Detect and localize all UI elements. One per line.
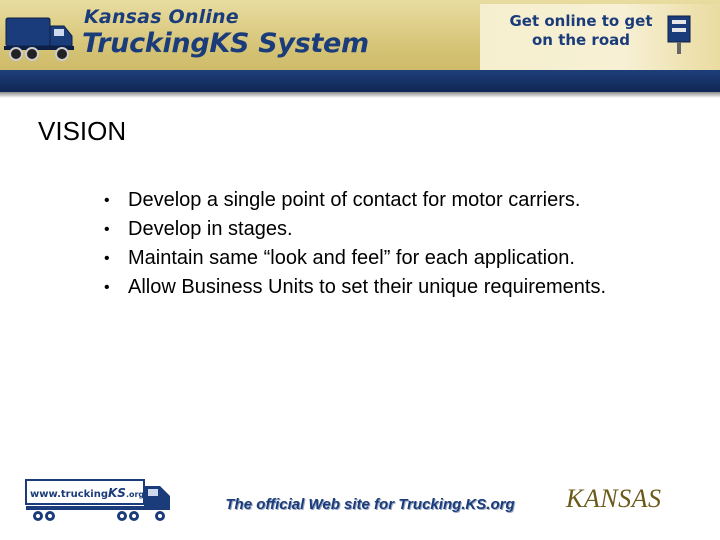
bullet-dot-icon: • [104, 192, 110, 209]
tagline-line2: on the road [531, 31, 630, 49]
footer-logo-text-suffix: .org [125, 490, 145, 499]
footer-logo-text-emph: KS [108, 486, 126, 500]
bullet-text: Maintain same “look and feel” for each application. [128, 247, 575, 269]
brand-title-line2: TruckingKS System [82, 28, 369, 59]
footer-kansas-text: KANSAS [566, 484, 662, 513]
footer-official-text: The official Web site for Trucking.KS.org [225, 496, 515, 513]
footer-truck-logo [24, 478, 176, 524]
bullet-text: Develop in stages. [128, 218, 293, 240]
bullet-item [102, 273, 702, 302]
bullet-item [102, 244, 702, 273]
header-banner [0, 0, 720, 92]
tagline [496, 12, 666, 50]
bullet-dot-icon: • [104, 221, 110, 238]
bullet-item [102, 215, 702, 244]
slide-title: VISION [38, 116, 127, 146]
bullet-dot-icon: • [104, 250, 110, 267]
road-sign-icon [664, 14, 694, 54]
bullet-list [102, 186, 702, 302]
header-shadow [0, 92, 720, 98]
header-band [0, 70, 720, 92]
tagline-line1: Get online to get [509, 12, 653, 30]
bullet-item [102, 186, 702, 215]
footer-logo-text-prefix: www.trucking [30, 489, 108, 500]
bullet-dot-icon: • [104, 279, 110, 296]
bullet-text: Allow Business Units to set their unique requirements. [128, 276, 607, 298]
brand-title-line1: Kansas Online [84, 6, 239, 28]
truck-icon [0, 8, 80, 72]
bullet-text: Develop a single point of contact for motor carriers. [128, 189, 581, 211]
